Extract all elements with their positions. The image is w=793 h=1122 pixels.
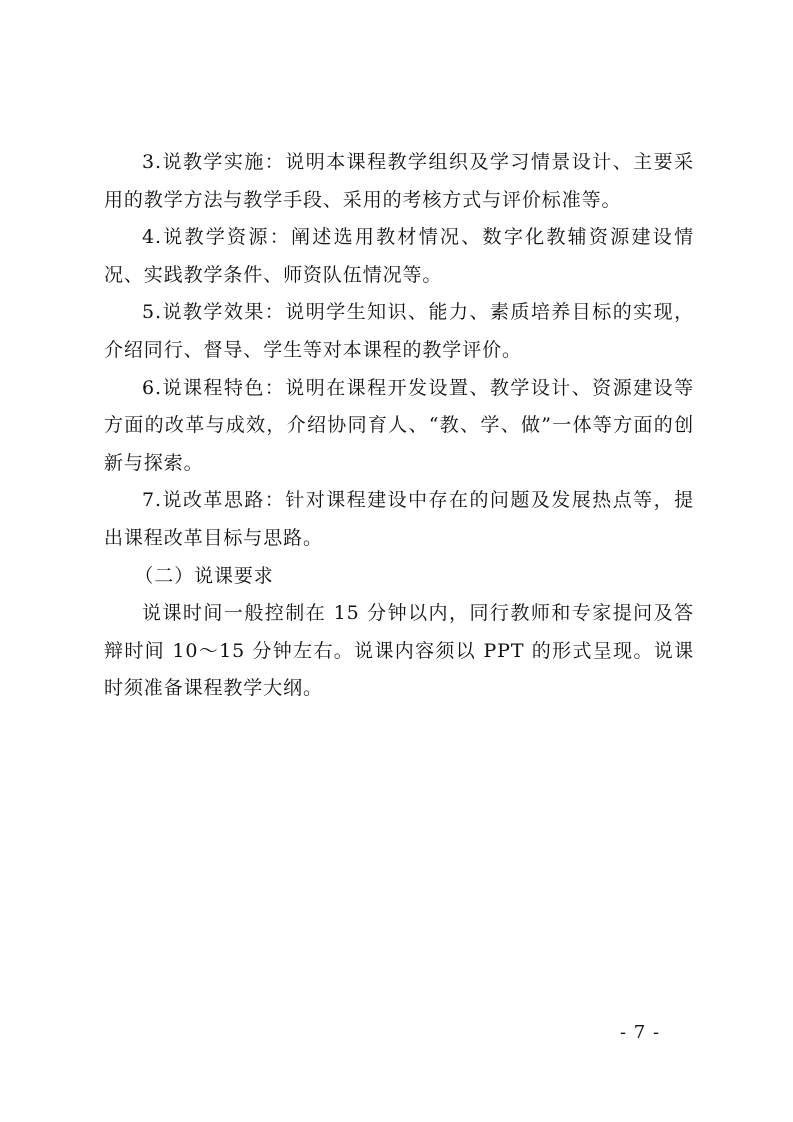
paragraph-teaching-resources: 4.说教学资源：阐述选用教材情况、数字化教辅资源建设情况、实践教学条件、师资队伍情况等。 bbox=[104, 226, 694, 286]
paragraph-teaching-implementation: 3.说教学实施：说明本课程教学组织及学习情景设计、主要采用的教学方法与教学手段、采用的考核方式与评价标准等。 bbox=[104, 151, 694, 211]
paragraph-reform-ideas: 7.说改革思路：针对课程建设中存在的问题及发展热点等，提出课程改革目标与思路。 bbox=[104, 489, 694, 549]
paragraph-requirements: 说课时间一般控制在 15 分钟以内，同行教师和专家提问及答辩时间 10～15 分钟左右。说课内容须以 PPT 的形式呈现。说课时须准备课程教学大纲。 bbox=[104, 602, 694, 700]
paragraph-course-features: 6.说课程特色：说明在课程开发设置、教学设计、资源建设等方面的改革与成效，介绍协同育人、“教、学、做”一体等方面的创新与探索。 bbox=[104, 376, 694, 474]
document-body bbox=[104, 144, 694, 708]
section-heading-requirements: （二）说课要求 bbox=[134, 564, 274, 587]
page-number: - 7 - bbox=[620, 1022, 661, 1043]
paragraph-teaching-effect: 5.说教学效果：说明学生知识、能力、素质培养目标的实现，介绍同行、督导、学生等对本课程的教学评价。 bbox=[104, 301, 694, 361]
